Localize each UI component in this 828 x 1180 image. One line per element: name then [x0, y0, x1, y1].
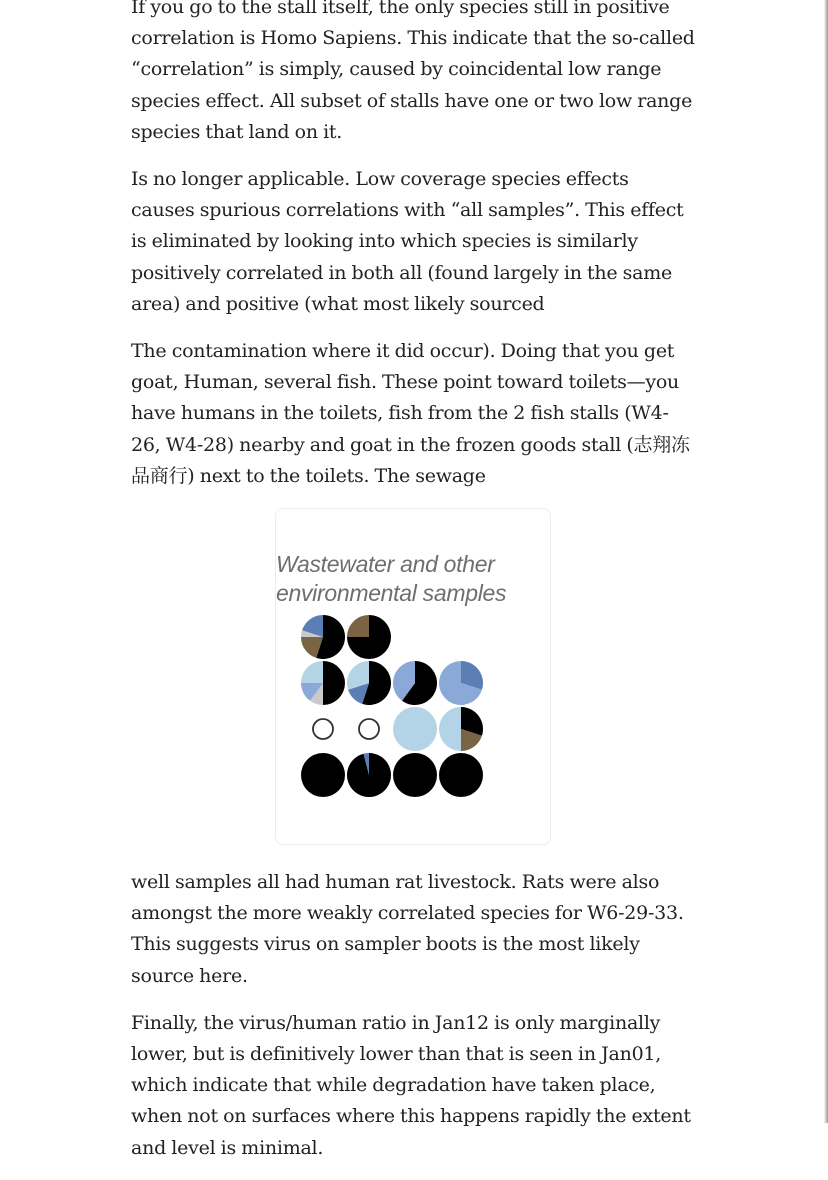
pie-chart-10 [301, 753, 345, 797]
pie-chart-11 [347, 753, 391, 797]
pie-chart-2 [301, 661, 345, 705]
pie-chart-8 [393, 707, 437, 751]
pie-chart-13 [439, 753, 483, 797]
pie-chart-1 [347, 615, 391, 659]
article-body [131, 0, 697, 1180]
pie-slice [439, 753, 483, 797]
figure-title-line1: Wastewater and other [276, 551, 495, 578]
figure-card [275, 508, 551, 845]
paragraph: Finally, the virus/human ratio in Jan12 is only marginally lower, but is definitively lower than that is seen in Jan01, which indicate that while degradation have taken place, when not on surfaces where this happens rapidly the extent and level is minimal. [131, 1011, 691, 1159]
pie-chart-12 [393, 753, 437, 797]
pie-slice [301, 753, 345, 797]
pie-slice [393, 707, 437, 751]
pie-chart-3 [347, 661, 391, 705]
empty-pie-marker [313, 719, 333, 739]
pie-chart-5 [439, 661, 483, 705]
paragraph: If you go to the stall itself, the only species still in positive correlation is Homo Sapiens. This indicate that the so-called “correlation” is simply, caused by coincidental low range species effect. All subset of stalls have one or two low range species that land on it. [131, 0, 695, 143]
pie-chart-4 [393, 661, 437, 705]
paragraph: The contamination where it did occur). Doing that you get goat, Human, several fish. These point toward toilets—you have humans in the toilets, fish from the 2 fish stalls (W4-26, W4-28) nearby and goat in the frozen goods stall (志翔冻品商行) next to the toilets. The sewage [131, 340, 690, 487]
pie-chart-9 [439, 707, 483, 751]
pie-chart-0 [301, 615, 345, 659]
page-edge-shadow [824, 0, 828, 1123]
figure-title-line2: environmental samples [276, 580, 507, 607]
pie-chart-7 [359, 719, 379, 739]
paragraph: Is no longer applicable. Low coverage species effects causes spurious correlations with “all samples”. This effect is eliminated by looking into which species is similarly positively correlated in both all (found largely in the same area) and positive (what most likely sourced [131, 168, 684, 315]
pie-slice [323, 661, 345, 705]
pie-slice [347, 753, 391, 797]
pie-slice [301, 661, 323, 683]
pie-grid [276, 509, 550, 844]
pie-slice [439, 707, 461, 751]
pie-slice [393, 753, 437, 797]
pie-chart-6 [313, 719, 333, 739]
paragraph: well samples all had human rat livestock. Rats were also amongst the more weakly correlated species for W6-29-33. This suggests virus on sampler boots is the most likely source here. [131, 871, 684, 987]
pie-slice [347, 615, 369, 637]
empty-pie-marker [359, 719, 379, 739]
